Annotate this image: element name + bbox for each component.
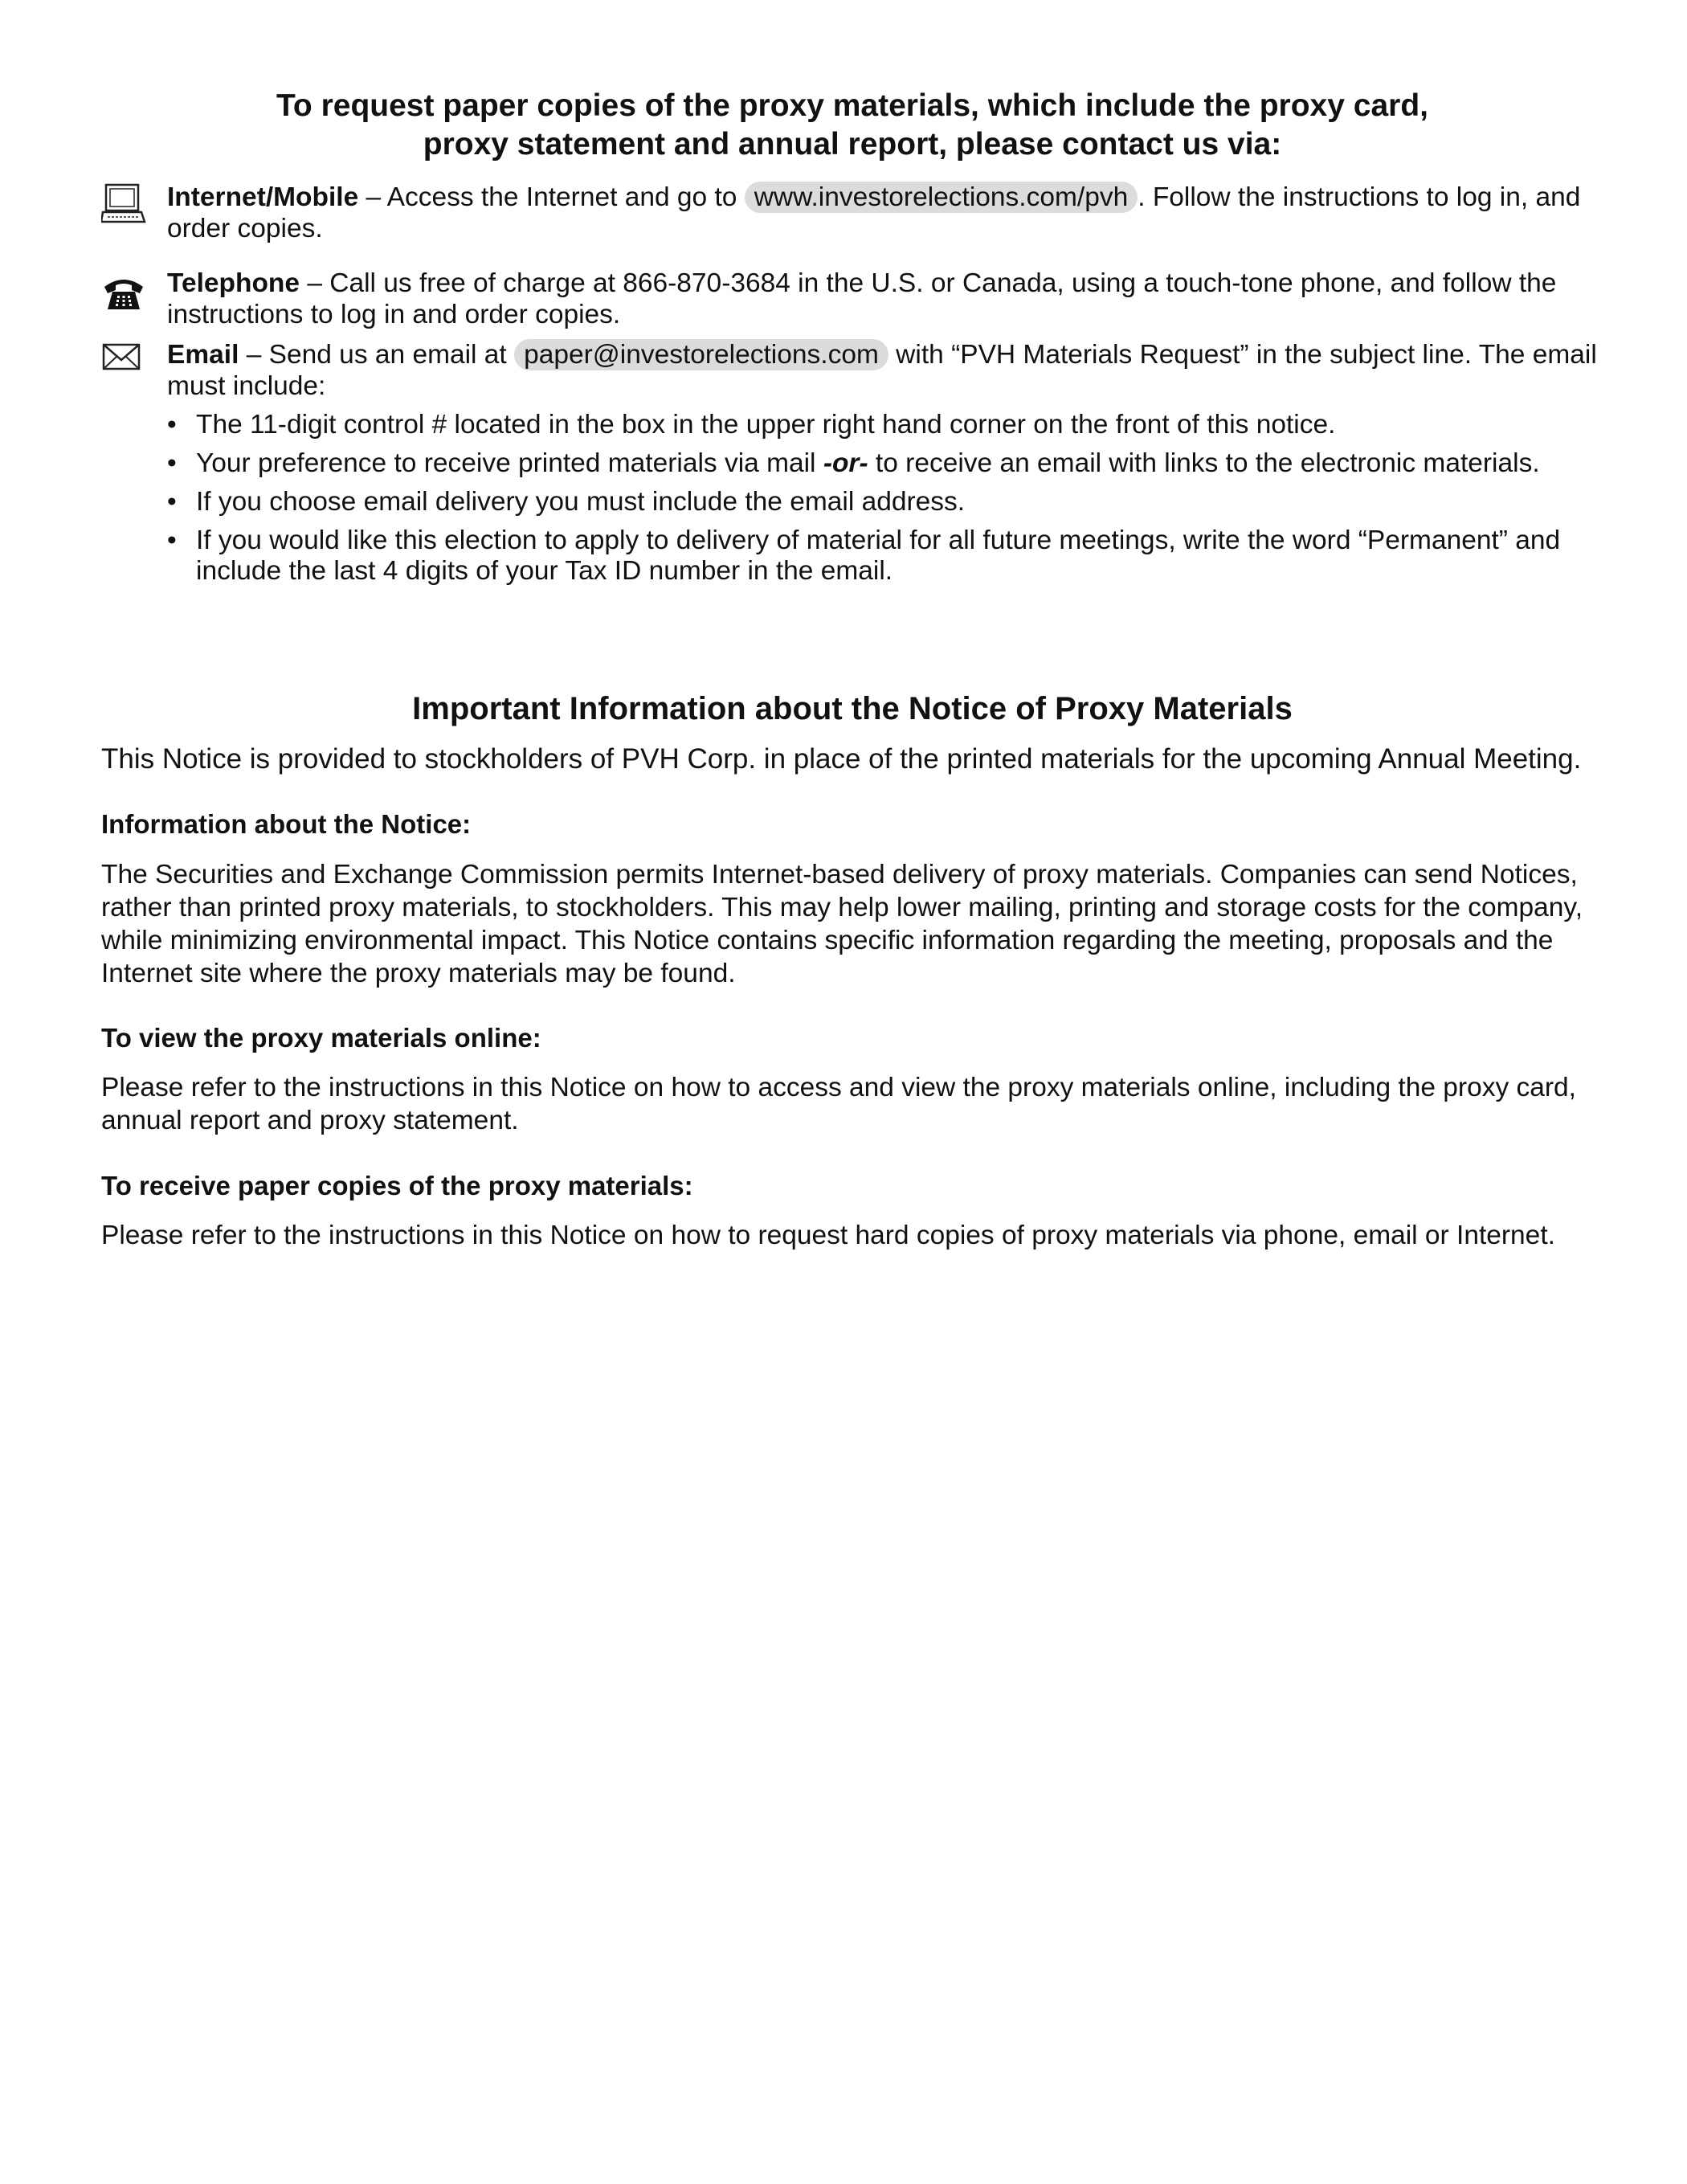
email-requirements-list: [167, 410, 1613, 595]
list-item: • The 11-digit control # located in the box in the upper right hand corner on the front of this notice.: [167, 410, 1336, 440]
section-body-paper-copies: Please refer to the instructions in this Notice on how to request hard copies of proxy materials via phone, email or Internet.: [101, 1221, 1555, 1250]
email-text-after: with “PVH Materials Request” in the subject line. The email must include:: [167, 340, 1597, 401]
section-title-notice-info: Information about the Notice:: [101, 809, 472, 839]
envelope-icon: [101, 342, 146, 387]
section-body-notice-info: The Securities and Exchange Commission permits Internet-based delivery of proxy materials. Companies can send Notices, rather than printed proxy materials, to stockholders. This may help lower mailing, printing and storage costs for the company, while minimizing environmental impact. This Notice contains specific information regarding the meeting, proposals and the Internet site where the proxy materials may be found.: [101, 860, 1583, 988]
section-title-view-online: To view the proxy materials online:: [101, 1023, 541, 1053]
important-heading: Important Information about the Notice of Proxy Materials: [412, 691, 1293, 726]
internet-text: [167, 182, 1613, 244]
email-sep: –: [239, 340, 269, 370]
list-item: • If you choose email delivery you must include the email address.: [167, 487, 966, 517]
telephone-sep: –: [300, 268, 330, 298]
telephone-body: Call us free of charge at 866-870-3684 in the U.S. or Canada, using a touch-tone phone, and follow the instructions to log in and order copies.: [167, 268, 1557, 329]
email-link[interactable]: paper@investorelections.com: [514, 339, 888, 370]
bullet-preference-after: to receive an email with links to the electronic materials.: [868, 448, 1540, 478]
bullet-preference-before: Your preference to receive printed materials via mail: [196, 448, 823, 478]
notice-intro: This Notice is provided to stockholders of PVH Corp. in place of the printed materials for the upcoming Annual Meeting.: [101, 743, 1582, 775]
bullet-preference-or: -or-: [823, 448, 868, 478]
internet-text-after: . Follow the instructions to log in, and order copies.: [167, 182, 1581, 243]
email-text-before: Send us an email at: [268, 340, 515, 370]
section-title-paper-copies: To receive paper copies of the proxy materials:: [101, 1171, 693, 1200]
list-item: • Your preference to receive printed materials via mail -or- to receive an email with links to the electronic materials.: [167, 448, 1540, 478]
computer-icon: [101, 182, 146, 227]
telephone-text: [167, 268, 1613, 330]
internet-text-before: Access the Internet and go to: [386, 182, 745, 212]
section-body-view-online: Please refer to the instructions in this Notice on how to access and view the proxy materials online, including the proxy card, annual report and proxy statement.: [101, 1073, 1576, 1135]
email-text: [167, 339, 1613, 402]
list-item: • If you would like this election to apply to delivery of material for all future meetings, write the word “Permanent” and include the last 4 digits of your Tax ID number in the email.: [167, 526, 1561, 586]
bullet-control-number: The 11-digit control # located in the box in the upper right hand corner on the front of this notice.: [196, 410, 1336, 440]
email-label: Email: [167, 340, 239, 370]
bullet-email-address: If you choose email delivery you must include the email address.: [196, 487, 966, 517]
internet-sep: –: [358, 182, 387, 212]
request-heading: [101, 87, 1603, 164]
internet-label: Internet/Mobile: [167, 182, 359, 212]
telephone-icon: [101, 272, 146, 317]
request-heading-line2: proxy statement and annual report, please contact us via:: [423, 127, 1282, 162]
request-heading-line1: To request paper copies of the proxy materials, which include the proxy card,: [276, 88, 1428, 123]
internet-link[interactable]: www.investorelections.com/pvh: [745, 182, 1138, 213]
telephone-label: Telephone: [167, 268, 300, 298]
bullet-permanent: If you would like this election to apply to delivery of material for all future meetings, write the word “Permanent” and include the last 4 digits of your Tax ID number in the email.: [196, 526, 1561, 586]
